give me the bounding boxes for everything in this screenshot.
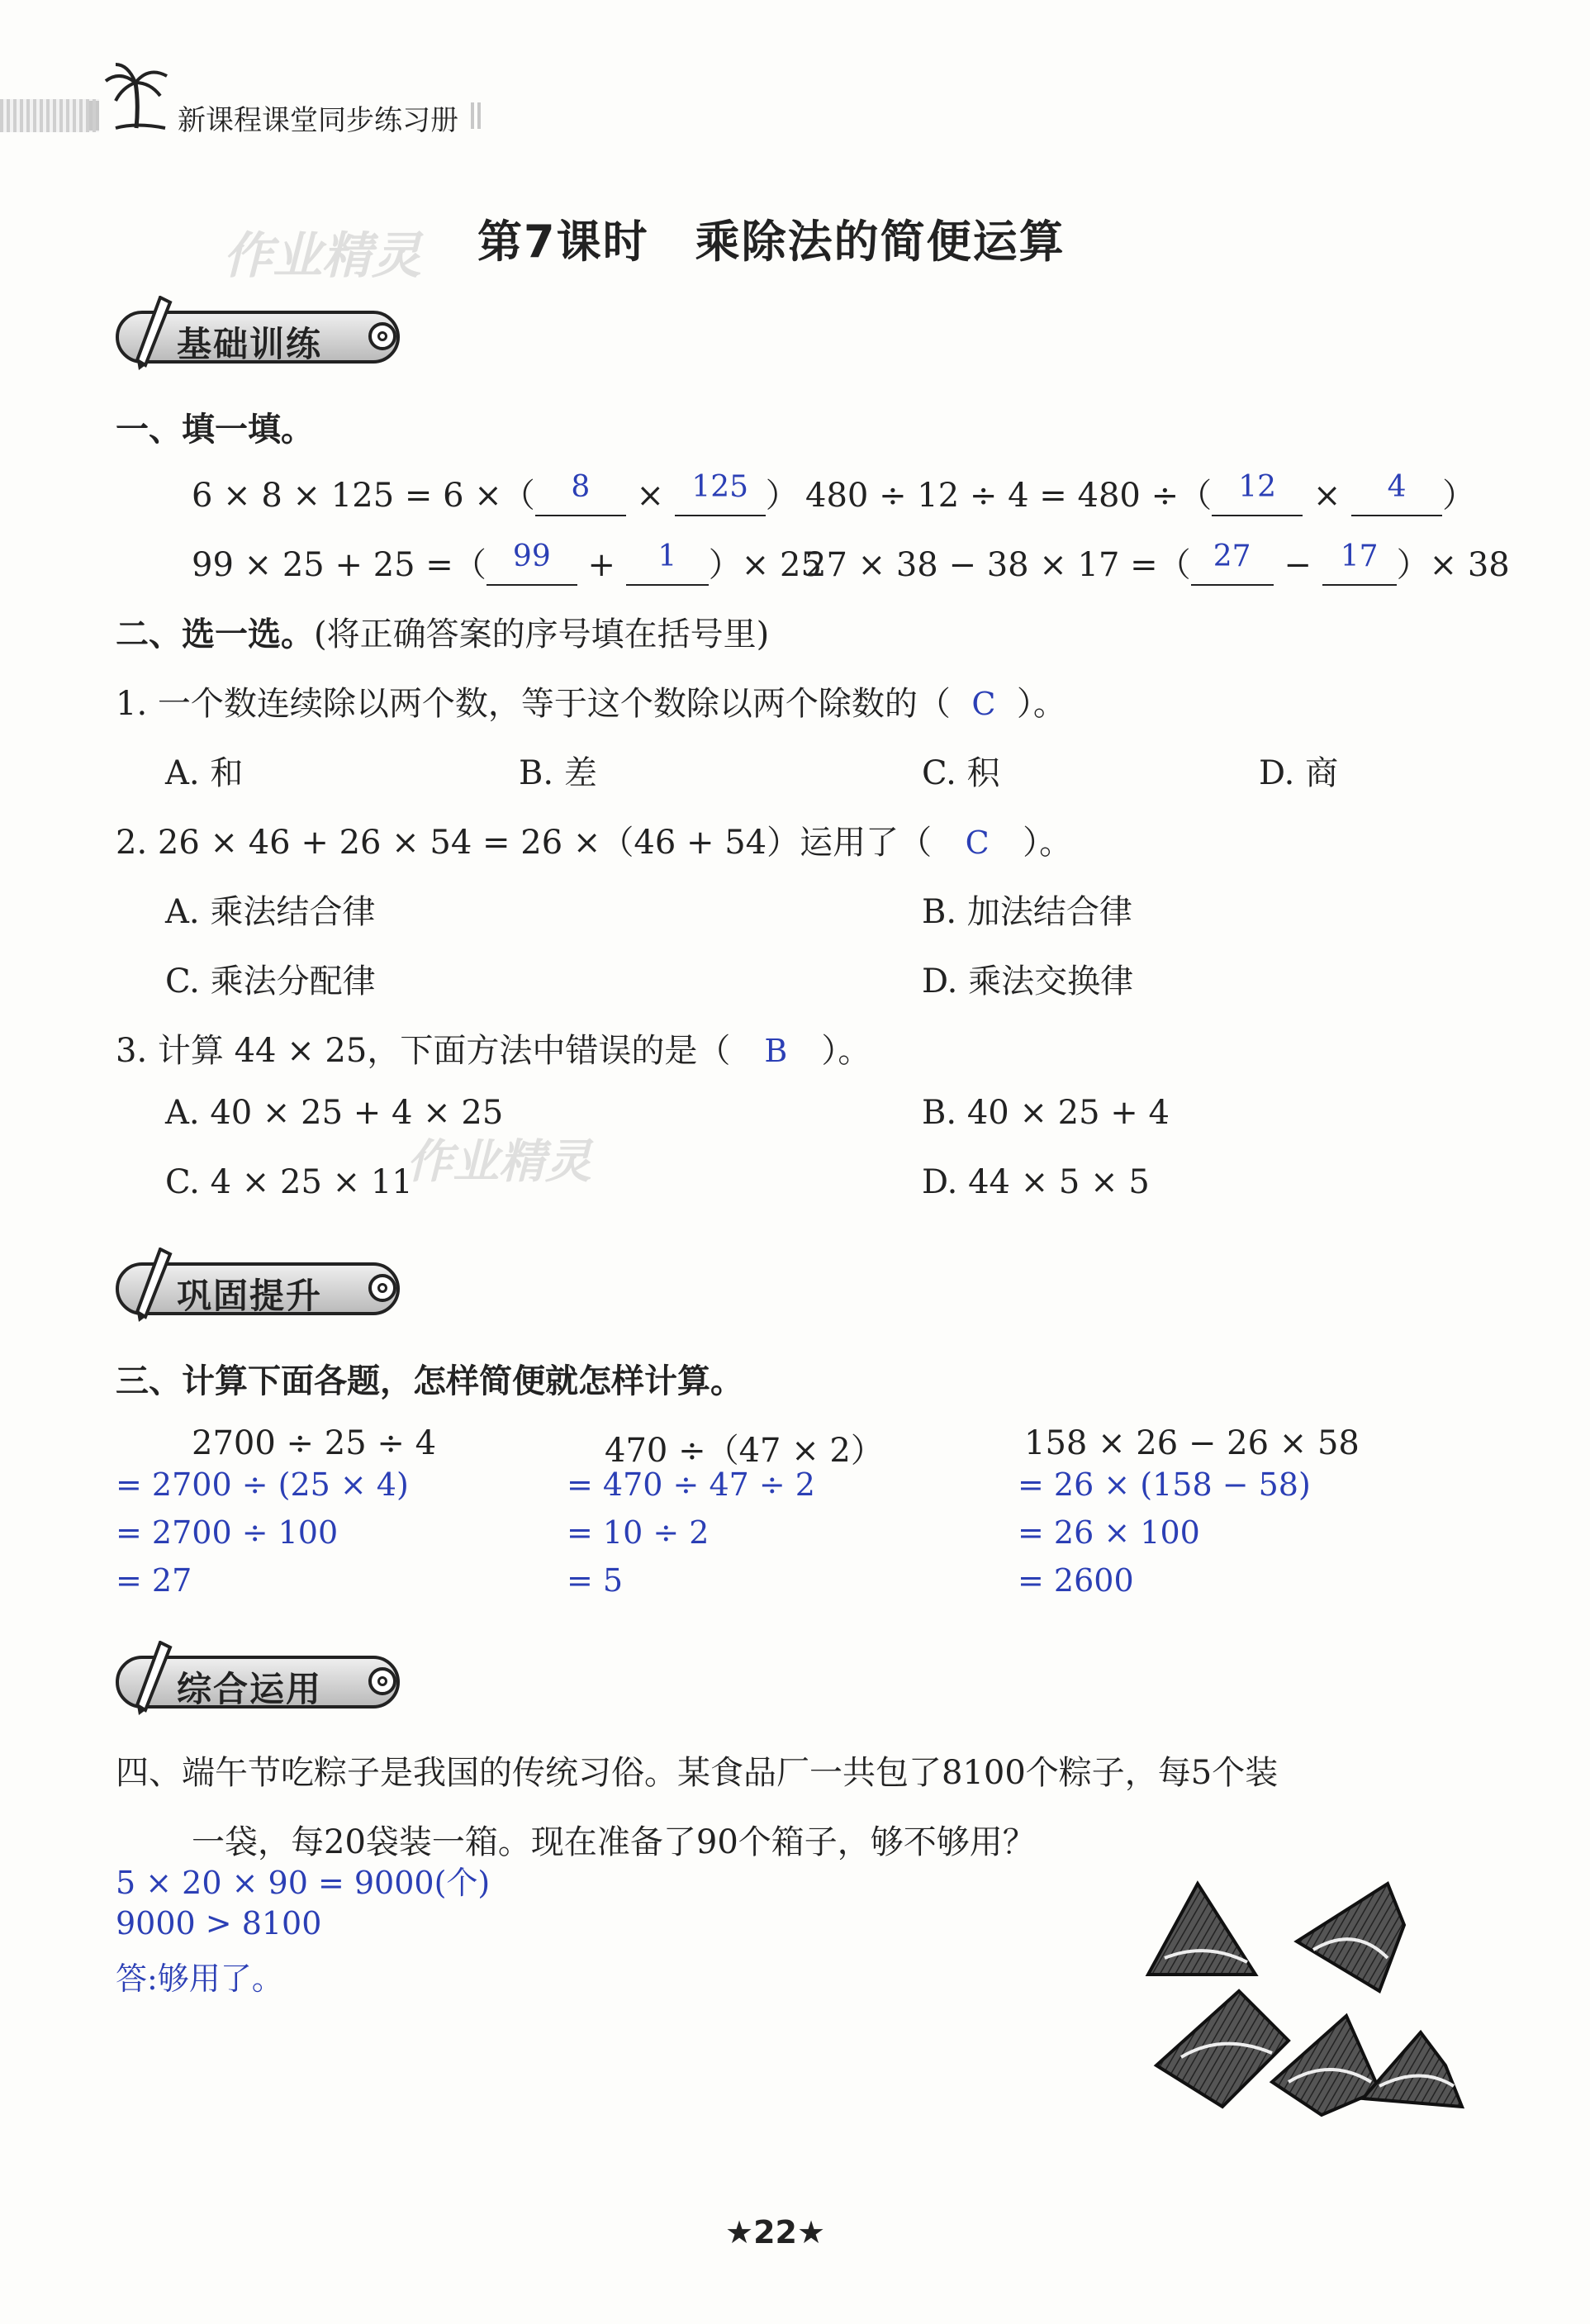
blank-answer: 17 — [1340, 539, 1379, 573]
expr-text: 6 × 8 × 125 = 6 ×（ — [192, 477, 535, 515]
question-4-line-2: 一袋，每20袋装一箱。现在准备了90个箱子，够不够用？ — [192, 1823, 1036, 1861]
book-title: 新课程课堂同步练习册 — [178, 104, 458, 137]
mc-item-1-stem — [116, 677, 1066, 725]
option: B. 加法结合律 — [922, 893, 1132, 931]
calc-step: = 5 — [567, 1562, 624, 1599]
star-icon: ★ — [725, 2214, 754, 2250]
fill-line-1b — [805, 469, 1475, 516]
expr-operator: × — [636, 477, 664, 515]
header-divider — [477, 102, 481, 129]
option: D. 44 × 5 × 5 — [922, 1163, 1150, 1201]
answer-letter: C — [965, 825, 990, 861]
option: D. 乘法交换律 — [922, 962, 1134, 1000]
page-number — [725, 2214, 825, 2250]
ring-icon — [368, 1667, 396, 1695]
calc-expression: 158 × 26 − 26 × 58 — [1024, 1424, 1360, 1462]
option: B. 40 × 25 + 4 — [922, 1094, 1170, 1132]
page-number-value: 22 — [753, 2214, 797, 2250]
stem-text: 3. 计算 44 × 25，下面方法中错误的是（ — [116, 1032, 731, 1070]
calc-step: = 470 ÷ 47 ÷ 2 — [567, 1466, 815, 1503]
blank-field — [626, 539, 709, 586]
expr-operator: − — [1284, 546, 1312, 584]
expr-text: ）× 25 — [708, 546, 822, 584]
expr-text: ）× 38 — [1396, 546, 1510, 584]
solution-line: 答:够用了。 — [116, 1960, 283, 1997]
calc-step: = 26 × 100 — [1018, 1514, 1200, 1551]
expr-operator: × — [1312, 477, 1341, 515]
header-stripe — [0, 99, 99, 132]
section-tag-consolidate — [116, 1257, 405, 1320]
ring-icon — [368, 1274, 396, 1302]
answer-letter: B — [764, 1033, 788, 1069]
calc-step: = 10 ÷ 2 — [567, 1514, 710, 1551]
section-label: 综合运用 — [177, 1669, 323, 1709]
section-label: 基础训练 — [177, 324, 323, 364]
solution-line: 5 × 20 × 90 = 9000(个) — [116, 1865, 491, 1901]
blank-field — [1191, 539, 1274, 586]
blank-answer: 12 — [1238, 470, 1277, 504]
expr-text: 480 ÷ 12 ÷ 4 = 480 ÷（ — [805, 477, 1213, 515]
question-2-heading — [116, 608, 769, 655]
calc-expression: 470 ÷（47 × 2） — [605, 1432, 884, 1470]
option: B. 差 — [519, 754, 597, 792]
ring-icon — [368, 322, 396, 350]
calc-step: = 2700 ÷ 100 — [116, 1514, 339, 1551]
section-tag-comprehensive — [116, 1651, 405, 1713]
question-2-subtitle: (将正确答案的序号填在括号里) — [314, 615, 770, 653]
solution-line: 9000 > 8100 — [116, 1905, 322, 1941]
blank-field — [1212, 470, 1303, 516]
blank-answer: 27 — [1213, 539, 1251, 573]
question-1-title: 一、填一填。 — [116, 411, 314, 449]
stem-text: ）。 — [1023, 824, 1073, 862]
option: A. 40 × 25 + 4 × 25 — [165, 1094, 504, 1132]
expr-text: ） — [1442, 477, 1476, 515]
answer-letter: C — [971, 686, 996, 722]
blank-answer: 125 — [691, 470, 749, 504]
expr-operator: + — [587, 546, 616, 584]
stem-text: ）。 — [821, 1032, 871, 1070]
fill-line-2a — [192, 539, 822, 586]
blank-answer: 99 — [512, 539, 551, 573]
blank-answer: 8 — [571, 470, 591, 504]
option: D. 商 — [1259, 754, 1339, 792]
pencil-icon — [127, 1248, 177, 1322]
expr-text: ） — [765, 477, 799, 515]
option: C. 积 — [922, 754, 1000, 792]
section-label: 巩固提升 — [177, 1276, 323, 1316]
watermark: 作业精灵 — [406, 1135, 591, 1189]
stem-text: 2. 26 × 46 + 26 × 54 = 26 ×（46 + 54）运用了（ — [116, 824, 933, 862]
option: A. 乘法结合律 — [165, 893, 376, 931]
pencil-icon — [127, 1641, 177, 1715]
calc-step: = 2700 ÷ (25 × 4) — [116, 1466, 409, 1503]
blank-field — [1351, 470, 1442, 516]
question-2-title: 二、选一选。 — [116, 615, 314, 653]
header-divider — [471, 102, 474, 129]
blank-field — [486, 539, 577, 586]
palm-tree-icon — [99, 58, 173, 132]
pencil-icon — [127, 296, 177, 370]
calc-step: = 26 × (158 − 58) — [1018, 1466, 1311, 1503]
header-divider — [89, 101, 93, 131]
option: C. 乘法分配律 — [165, 962, 376, 1000]
blank-answer: 4 — [1387, 470, 1407, 504]
lesson-title: 第7课时 乘除法的简便运算 — [477, 216, 1066, 268]
stem-text: ）。 — [1016, 685, 1066, 723]
expr-text: 27 × 38 − 38 × 17 =（ — [805, 546, 1191, 584]
question-4-line-1: 四、端午节吃粽子是我国的传统习俗。某食品厂一共包了8100个粽子，每5个装 — [116, 1754, 1279, 1792]
question-3-title: 三、计算下面各题，怎样简便就怎样计算。 — [116, 1362, 743, 1400]
expr-text: 99 × 25 + 25 =（ — [192, 546, 486, 584]
blank-field — [1322, 539, 1397, 586]
option: C. 4 × 25 × 11 — [165, 1163, 413, 1201]
section-tag-basic — [116, 306, 405, 368]
mc-item-3-stem — [116, 1024, 871, 1072]
calc-step: = 27 — [116, 1562, 192, 1599]
option: A. 和 — [165, 754, 244, 792]
fill-line-2b — [805, 539, 1510, 586]
star-icon: ★ — [796, 2214, 826, 2250]
blank-field — [675, 470, 766, 516]
fill-line-1a — [192, 469, 799, 516]
zongzi-illustration — [1140, 1875, 1470, 2123]
watermark: 作业精灵 — [223, 227, 421, 285]
calc-expression: 2700 ÷ 25 ÷ 4 — [192, 1424, 437, 1462]
blank-answer: 1 — [657, 539, 677, 573]
calc-step: = 2600 — [1018, 1562, 1134, 1599]
blank-field — [535, 470, 626, 516]
mc-item-2-stem — [116, 816, 1072, 863]
stem-text: 1. 一个数连续除以两个数，等于这个数除以两个除数的（ — [116, 685, 951, 723]
